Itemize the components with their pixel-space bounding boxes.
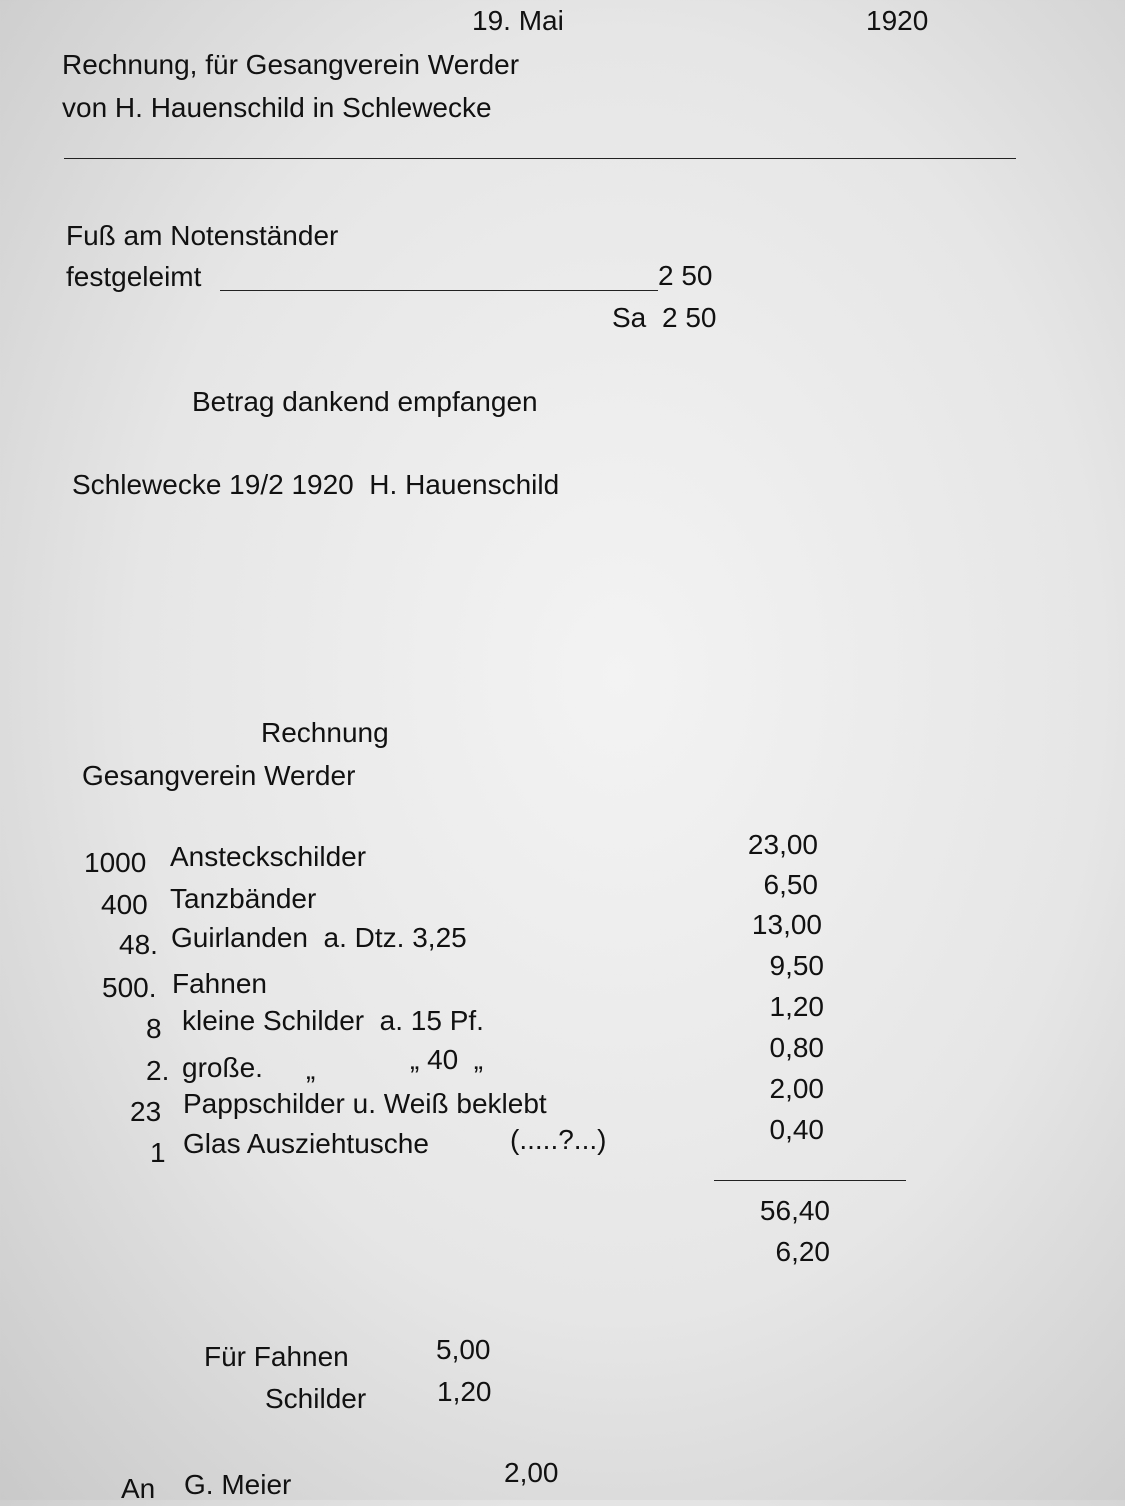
- item-desc: kleine Schilder a. 15 Pf.: [182, 1005, 484, 1036]
- item-amount: 1,20: [769, 991, 824, 1022]
- item-desc: Ansteckschilder: [170, 841, 367, 872]
- item-amount: 9,50: [769, 950, 824, 981]
- unclear-note: (.....?...): [510, 1124, 607, 1155]
- total-rule: [714, 1180, 906, 1181]
- an-value: 2,00: [504, 1457, 559, 1488]
- fuer-fahnen-value: 5,00: [436, 1334, 491, 1365]
- item-amount: 23,00: [747, 829, 818, 860]
- item-qty: 8: [146, 1013, 162, 1044]
- invoice-title: Rechnung: [261, 717, 389, 748]
- header-line-1: Rechnung, für Gesangverein Werder: [62, 49, 520, 80]
- item-amount: 13,00: [751, 909, 822, 940]
- item-qty: 23: [130, 1096, 162, 1127]
- item-desc: Glas Ausziehtusche: [183, 1128, 429, 1159]
- item-desc: Guirlanden a. Dtz. 3,25: [171, 922, 467, 953]
- item-qty: 2.: [146, 1055, 170, 1086]
- signature-line: Schlewecke 19/2 1920 H. Hauenschild: [72, 469, 560, 500]
- header-rule: [64, 158, 1016, 159]
- header-line-2: von H. Hauenschild in Schlewecke: [62, 92, 492, 123]
- item-qty: 48.: [119, 929, 158, 960]
- item-qty: 500.: [102, 972, 157, 1003]
- item-amount: 2,00: [769, 1073, 824, 1104]
- ditto-price: „ 40 „: [410, 1044, 484, 1075]
- an-label: An: [121, 1473, 156, 1504]
- item-desc: Pappschilder u. Weiß beklebt: [183, 1088, 547, 1119]
- item-qty: 400: [101, 889, 148, 920]
- schilder-value: 1,20: [437, 1376, 492, 1407]
- item-desc: Tanzbänder: [170, 883, 317, 914]
- an-name: G. Meier: [184, 1469, 292, 1500]
- item-line-1: Fuß am Notenständer: [66, 220, 339, 251]
- item-amount: 6,50: [763, 869, 818, 900]
- total-amount: 56,40: [759, 1195, 830, 1226]
- sum-label: Sa: [612, 302, 647, 333]
- item-amount: 0,80: [769, 1032, 824, 1063]
- item-fill-rule: [220, 290, 658, 291]
- sum-value: 2 50: [662, 302, 717, 333]
- invoice-date: 19. Mai: [472, 5, 564, 36]
- item-line-2: festgeleimt: [66, 261, 202, 292]
- invoice-recipient: Gesangverein Werder: [82, 760, 356, 791]
- fuer-fahnen-label: Für Fahnen: [204, 1341, 349, 1372]
- item-qty: 1000: [84, 847, 147, 878]
- subtotal-amount: 6,20: [775, 1236, 830, 1267]
- invoice-year: 1920: [866, 5, 929, 36]
- schilder-label: Schilder: [265, 1383, 367, 1414]
- item-amount: 2 50: [658, 260, 713, 291]
- receipt-note: Betrag dankend empfangen: [192, 386, 538, 417]
- item-desc: große.: [182, 1052, 263, 1083]
- ditto-mark: „: [306, 1054, 316, 1085]
- item-qty: 1: [150, 1137, 166, 1168]
- item-desc: Fahnen: [172, 968, 267, 999]
- item-amount: 0,40: [769, 1114, 824, 1145]
